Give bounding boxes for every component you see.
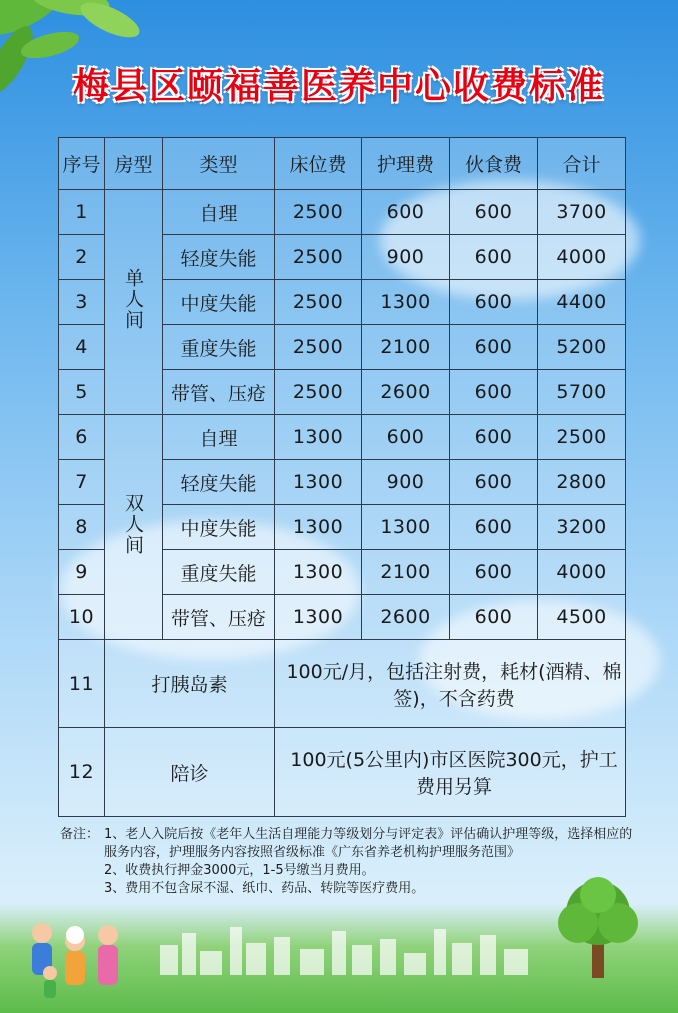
cell-care: 1300 bbox=[362, 505, 450, 550]
cell-type: 自理 bbox=[163, 190, 275, 235]
family-illustration bbox=[20, 903, 140, 1003]
cell-total: 5700 bbox=[538, 370, 626, 415]
cell-no: 3 bbox=[59, 280, 105, 325]
cell-no: 10 bbox=[59, 595, 105, 640]
city-skyline-decoration bbox=[150, 915, 550, 975]
note-item: 3、费用不包含尿不湿、纸巾、药品、转院等医疗费用。 bbox=[104, 881, 425, 896]
cell-total: 3700 bbox=[538, 190, 626, 235]
cell-type: 重度失能 bbox=[163, 325, 275, 370]
note-item: 2、收费执行押金3000元，1-5号缴当月费用。 bbox=[104, 863, 375, 878]
cell-total: 3200 bbox=[538, 505, 626, 550]
cell-no: 6 bbox=[59, 415, 105, 460]
cell-care: 900 bbox=[362, 235, 450, 280]
cell-care: 600 bbox=[362, 190, 450, 235]
cell-service: 打胰岛素 bbox=[105, 640, 275, 728]
cell-type: 带管、压疮 bbox=[163, 370, 275, 415]
room-type-double bbox=[105, 415, 163, 640]
cell-care: 900 bbox=[362, 460, 450, 505]
header-food-fee: 伙食费 bbox=[450, 138, 538, 190]
header-no: 序号 bbox=[59, 138, 105, 190]
cell-total: 2500 bbox=[538, 415, 626, 460]
header-care-fee: 护理费 bbox=[362, 138, 450, 190]
cell-type: 轻度失能 bbox=[163, 460, 275, 505]
room-type-single bbox=[105, 190, 163, 415]
cell-type: 重度失能 bbox=[163, 550, 275, 595]
cell-bed: 2500 bbox=[275, 325, 362, 370]
cell-care: 2600 bbox=[362, 370, 450, 415]
notes-label: 备注： bbox=[60, 827, 100, 842]
cell-type: 轻度失能 bbox=[163, 235, 275, 280]
cell-food: 600 bbox=[450, 190, 538, 235]
cell-food: 600 bbox=[450, 595, 538, 640]
room-type-label: 单人间 bbox=[122, 268, 144, 331]
tree-decoration bbox=[548, 873, 648, 983]
table-row-extra bbox=[59, 640, 626, 728]
table-header-row bbox=[59, 138, 626, 190]
cell-total: 4000 bbox=[538, 235, 626, 280]
room-type-label: 双人间 bbox=[122, 493, 144, 556]
cell-type: 自理 bbox=[163, 415, 275, 460]
cell-bed: 1300 bbox=[275, 415, 362, 460]
cell-total: 5200 bbox=[538, 325, 626, 370]
cell-no: 2 bbox=[59, 235, 105, 280]
cell-no: 12 bbox=[59, 728, 105, 817]
header-room: 房型 bbox=[105, 138, 163, 190]
cell-no: 8 bbox=[59, 505, 105, 550]
cell-total: 4500 bbox=[538, 595, 626, 640]
cell-care: 2600 bbox=[362, 595, 450, 640]
cell-food: 600 bbox=[450, 280, 538, 325]
cell-no: 1 bbox=[59, 190, 105, 235]
cell-no: 5 bbox=[59, 370, 105, 415]
cell-bed: 1300 bbox=[275, 550, 362, 595]
cell-total: 4000 bbox=[538, 550, 626, 595]
cell-type: 中度失能 bbox=[163, 280, 275, 325]
cell-food: 600 bbox=[450, 370, 538, 415]
cell-bed: 1300 bbox=[275, 505, 362, 550]
cell-bed: 2500 bbox=[275, 370, 362, 415]
cell-no: 4 bbox=[59, 325, 105, 370]
cell-bed: 2500 bbox=[275, 280, 362, 325]
cell-food: 600 bbox=[450, 460, 538, 505]
cell-no: 9 bbox=[59, 550, 105, 595]
table-row bbox=[59, 190, 626, 235]
cell-type: 带管、压疮 bbox=[163, 595, 275, 640]
cell-food: 600 bbox=[450, 235, 538, 280]
cell-no: 11 bbox=[59, 640, 105, 728]
cell-service-desc: 100元(5公里内)市区医院300元，护工费用另算 bbox=[275, 728, 626, 817]
table-row bbox=[59, 415, 626, 460]
cell-total: 4400 bbox=[538, 280, 626, 325]
cell-care: 1300 bbox=[362, 280, 450, 325]
cell-care: 2100 bbox=[362, 550, 450, 595]
cell-care: 2100 bbox=[362, 325, 450, 370]
header-total: 合计 bbox=[538, 138, 626, 190]
cell-bed: 1300 bbox=[275, 460, 362, 505]
page-title: 梅县区颐福善医养中心收费标准 bbox=[72, 66, 605, 107]
cell-total: 2800 bbox=[538, 460, 626, 505]
table-row-extra bbox=[59, 728, 626, 817]
header-type: 类型 bbox=[163, 138, 275, 190]
cell-bed: 1300 bbox=[275, 595, 362, 640]
cell-no: 7 bbox=[59, 460, 105, 505]
fee-table bbox=[58, 137, 626, 817]
cell-service: 陪诊 bbox=[105, 728, 275, 817]
note-item: 1、老人入院后按《老年人生活自理能力等级划分与评定表》评估确认护理等级，选择相应的服务内容，护理服务内容按照省级标准《广东省养老机构护理服务范围》 bbox=[104, 827, 633, 860]
header-bed-fee: 床位费 bbox=[275, 138, 362, 190]
cell-food: 600 bbox=[450, 325, 538, 370]
cell-bed: 2500 bbox=[275, 235, 362, 280]
cell-bed: 2500 bbox=[275, 190, 362, 235]
cell-food: 600 bbox=[450, 505, 538, 550]
cell-food: 600 bbox=[450, 415, 538, 460]
cell-type: 中度失能 bbox=[163, 505, 275, 550]
cell-food: 600 bbox=[450, 550, 538, 595]
cell-service-desc: 100元/月，包括注射费，耗材(酒精、棉签)，不含药费 bbox=[275, 640, 626, 728]
cell-care: 600 bbox=[362, 415, 450, 460]
